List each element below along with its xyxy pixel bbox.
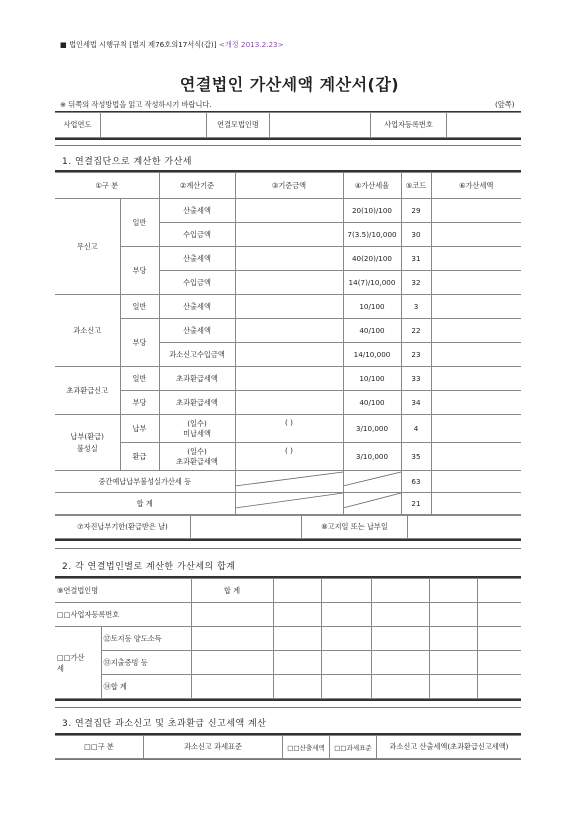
basis-cell: 과소신고수입금액 [159,343,235,367]
code-cell: 29 [401,199,431,223]
hatched-cell [343,471,401,493]
sub-refund: 환급 [120,443,159,471]
basis-cell: 산출세액 [159,295,235,319]
basis-cell: 수입금액 [159,271,235,295]
corp-cell[interactable] [477,579,521,603]
pay-date-label: ⑧고지일 또는 납부일 [302,516,408,539]
sub-improper: 부당 [120,247,159,295]
rule [55,548,521,549]
rate-cell: 40(20)/100 [343,247,401,271]
reg-cell[interactable] [477,603,521,627]
item-total: ⑭합 계 [101,675,191,699]
rate-cell: 40/100 [343,391,401,415]
col-header-basis: ②계산기준 [159,173,235,199]
hatched-cell [235,493,343,515]
code-cell: 21 [401,493,431,515]
tax-cell[interactable] [431,223,521,247]
rule [55,699,521,701]
rate-cell: 20(10)/100 [343,199,401,223]
value-cell[interactable] [429,675,477,699]
sub-payment: 납부 [120,415,159,443]
rule [55,707,521,708]
value-cell[interactable] [371,651,429,675]
value-cell[interactable] [429,627,477,651]
interim-label: 중간예납납부불성실가산세 등 [55,471,235,493]
reg-cell[interactable] [191,603,273,627]
value-cell[interactable] [191,651,273,675]
amount-cell[interactable] [235,223,343,247]
corp-cell[interactable] [371,579,429,603]
due-date-label: ⑦자진납부기한(환급받은 날) [55,516,191,539]
code-cell: 63 [401,471,431,493]
value-cell[interactable] [371,627,429,651]
section1-title: 1. 연결집단으로 계산한 가산세 [62,157,192,167]
tax-cell[interactable] [431,367,521,391]
col-header-code: ⑤코드 [401,173,431,199]
section1-table [55,172,521,515]
rate-cell: 10/100 [343,295,401,319]
value-cell[interactable] [371,675,429,699]
col-header-amount: ③기준금액 [235,173,343,199]
value-cell[interactable] [191,627,273,651]
col-header-category: □□구 분 [55,736,144,759]
code-cell: 30 [401,223,431,247]
value-cell[interactable] [429,651,477,675]
basis-cell: 산출세액 [159,319,235,343]
code-cell: 31 [401,247,431,271]
code-cell: 33 [401,367,431,391]
tax-cell[interactable] [431,271,521,295]
rate-cell: 40/100 [343,319,401,343]
group-nonpayment: 납부(환급) 불성실 [55,415,120,471]
col-header-under-base: 과소신고 과세표준 [144,736,283,759]
days-field[interactable]: ( ) [235,443,343,471]
code-cell: 3 [401,295,431,319]
reg-no-label: 사업자등록번호 [371,113,447,138]
corp-cell[interactable] [321,579,371,603]
page-side: (앞쪽) [495,100,515,109]
code-cell: 32 [401,271,431,295]
basis-cell: 초과환급세액 [159,367,235,391]
corp-cell[interactable] [273,579,321,603]
col-header-under-tax: 과소신고 산출세액(초과환급신고세액) [377,736,522,759]
basis-cell: 산출세액 [159,247,235,271]
rule [55,539,521,541]
value-cell[interactable] [273,651,321,675]
penalty-label: □□가산 세 [55,627,101,699]
amount-cell[interactable] [235,295,343,319]
rule [55,759,521,760]
sum-label: 합 계 [191,579,273,603]
tax-cell[interactable] [431,391,521,415]
code-cell: 35 [401,443,431,471]
amount-cell[interactable] [235,247,343,271]
tax-cell[interactable] [431,471,521,493]
value-cell[interactable] [273,627,321,651]
value-cell[interactable] [477,651,521,675]
item-land: ⑫토지등 양도소득 [101,627,191,651]
basis-cell: (일수) 미납세액 [159,415,235,443]
rate-cell: 7(3.5)/10,000 [343,223,401,247]
rate-cell: 3/10,000 [343,443,401,471]
group-excess-refund: 초과환급신고 [55,367,120,415]
basis-cell: 초과환급세액 [159,391,235,415]
value-cell[interactable] [321,675,371,699]
sub-general: 일반 [120,295,159,319]
tax-cell[interactable] [431,295,521,319]
item-evidence: ⑬지출증빙 등 [101,651,191,675]
tax-cell[interactable] [431,319,521,343]
basis-cell: 산출세액 [159,199,235,223]
value-cell[interactable] [321,651,371,675]
page-title: 연결법인 가산세액 계산서(갑) [179,75,400,94]
section3-title: 3. 연결집단 과소신고 및 초과환급 신고세액 계산 [62,719,267,729]
value-cell[interactable] [321,627,371,651]
days-field[interactable]: ( ) [235,415,343,443]
code-cell: 23 [401,343,431,367]
corp-name-label: ⑨연결법인명 [55,579,191,603]
reg-cell[interactable] [273,603,321,627]
col-header-category: ①구 분 [55,173,159,199]
rate-cell: 14/10,000 [343,343,401,367]
reg-cell[interactable] [429,603,477,627]
section3-table [55,735,521,759]
amount-cell[interactable] [235,367,343,391]
corp-cell[interactable] [429,579,477,603]
sub-improper: 부당 [120,319,159,367]
amount-cell[interactable] [235,343,343,367]
amount-cell[interactable] [235,271,343,295]
amount-cell[interactable] [235,319,343,343]
form-reference: ■ 법인세법 시행규칙 [별지 제76호의17서식(갑)] <개정 2013.2.23> [60,40,284,49]
rate-cell: 14(7)/10,000 [343,271,401,295]
hatched-cell [343,493,401,515]
amount-cell[interactable] [235,199,343,223]
parent-corp-label: 연결모법인명 [207,113,270,138]
value-cell[interactable] [477,627,521,651]
value-cell[interactable] [191,675,273,699]
col-header-rate: ④가산세율 [343,173,401,199]
hatched-cell [235,471,343,493]
reg-cell[interactable] [371,603,429,627]
total-label: 합 계 [55,493,235,515]
tax-cell[interactable] [431,343,521,367]
tax-cell[interactable] [431,415,521,443]
group-no-report: 무신고 [55,199,120,295]
due-date-field[interactable] [191,516,302,539]
basis-cell: (일수) 초과환급세액 [159,443,235,471]
sub-general: 일반 [120,199,159,247]
rate-cell: 10/100 [343,367,401,391]
section2-table [55,578,521,699]
pay-date-field[interactable] [408,516,522,539]
reg-cell[interactable] [321,603,371,627]
section2-title: 2. 각 연결법인별로 계산한 가산세의 합계 [62,562,236,572]
business-year-label: 사업연도 [55,113,101,138]
tax-cell[interactable] [431,443,521,471]
tax-cell[interactable] [431,199,521,223]
value-cell[interactable] [273,675,321,699]
col-header-computed-tax: □□산출세액 [283,736,330,759]
code-cell: 22 [401,319,431,343]
code-cell: 34 [401,391,431,415]
code-cell: 4 [401,415,431,443]
rate-cell: 3/10,000 [343,415,401,443]
notice-text: ※ 뒤쪽의 작성방법을 읽고 작성하시기 바랍니다. [60,100,212,109]
sub-general: 일반 [120,367,159,391]
reg-no-label: □□사업자등록번호 [55,603,191,627]
group-under-report: 과소신고 [55,295,120,367]
tax-cell[interactable] [431,247,521,271]
value-cell[interactable] [477,675,521,699]
amount-cell[interactable] [235,391,343,415]
date-table [55,515,521,539]
col-header-tax: ⑥가산세액 [431,173,521,199]
basis-cell: 수입금액 [159,223,235,247]
sub-improper: 부당 [120,391,159,415]
revision-date: <개정 2013.2.23> [218,40,284,49]
tax-cell[interactable] [431,493,521,515]
col-header-tax-base: □□과세표준 [330,736,377,759]
